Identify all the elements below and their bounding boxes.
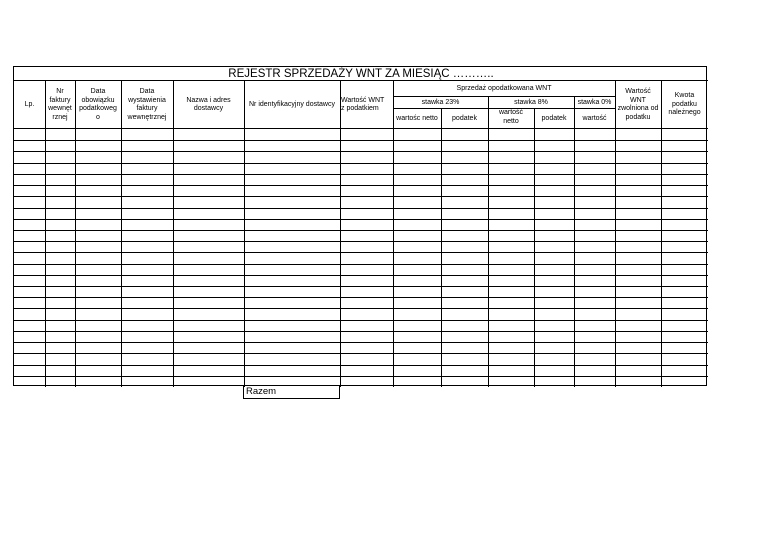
header-stawka-0: stawka 0% bbox=[577, 98, 612, 106]
table-row bbox=[14, 163, 708, 164]
header-kwota-podatku: Kwota podatku należnego bbox=[668, 92, 701, 117]
table-row bbox=[14, 196, 708, 197]
header-wartosc-netto-23: wartośc netto bbox=[396, 114, 438, 122]
header-stawka-8: stawka 8% bbox=[514, 98, 548, 106]
table-row bbox=[14, 365, 708, 366]
header-wartosc-0: wartość bbox=[582, 114, 607, 122]
header-data-obowiazku: Data obowiązku podatkoweg o bbox=[79, 88, 117, 121]
column-divider bbox=[244, 81, 245, 387]
header-podatek-23: podatek bbox=[452, 114, 477, 122]
total-label: Razem bbox=[243, 386, 340, 399]
column-divider bbox=[441, 129, 442, 387]
table-row bbox=[14, 286, 708, 287]
column-divider bbox=[45, 81, 46, 387]
table-row bbox=[14, 353, 708, 354]
table-row bbox=[14, 208, 708, 209]
header-wartosc-zwolniona: Wartość WNT zwolniona od podatku bbox=[617, 88, 659, 121]
column-divider bbox=[393, 81, 394, 387]
table-row bbox=[14, 174, 708, 175]
header-nazwa-adres: Nazwa i adres dostawcy bbox=[186, 96, 231, 112]
table-row bbox=[14, 264, 708, 265]
table-row bbox=[14, 151, 708, 152]
table-row bbox=[14, 275, 708, 276]
header-divider bbox=[393, 96, 615, 97]
table-row bbox=[14, 140, 708, 141]
header-stawka-23: stawka 23% bbox=[421, 98, 460, 106]
column-divider bbox=[574, 97, 575, 129]
header-lp: Lp. bbox=[24, 100, 35, 108]
header-podatek-8: podatek bbox=[541, 114, 567, 122]
register-sheet bbox=[13, 66, 707, 399]
column-divider bbox=[534, 109, 535, 129]
header-sprzedaz-group: Sprzedaż opodatkowana WNT bbox=[456, 84, 552, 92]
header-divider bbox=[393, 108, 615, 109]
column-divider bbox=[173, 81, 174, 387]
page-title: REJESTR SPRZEDAŻY WNT ZA MIESIĄC ……….. bbox=[14, 67, 708, 81]
column-divider bbox=[441, 109, 442, 129]
table-row bbox=[14, 342, 708, 343]
table-row bbox=[14, 219, 708, 220]
table-row bbox=[14, 185, 708, 186]
column-divider bbox=[340, 81, 341, 387]
column-divider bbox=[574, 129, 575, 387]
table-row bbox=[14, 376, 708, 377]
header-nr-faktury: Nr faktury wewnęt rznej bbox=[48, 88, 72, 121]
register-table bbox=[13, 66, 707, 386]
table-row bbox=[14, 320, 708, 321]
table-row bbox=[14, 230, 708, 231]
column-divider bbox=[488, 129, 489, 387]
header-nr-identyfikacyjny: Nr identyfikacyjny dostawcy bbox=[249, 100, 335, 108]
column-divider bbox=[534, 129, 535, 387]
column-divider bbox=[75, 81, 76, 387]
table-row bbox=[14, 241, 708, 242]
column-divider bbox=[615, 81, 616, 387]
table-row bbox=[14, 331, 708, 332]
header-wartosc-netto-8: wartość netto bbox=[498, 109, 524, 125]
column-divider bbox=[661, 81, 662, 387]
table-row bbox=[14, 297, 708, 298]
header-wartosc-wnt: Wartość WNT z podatkiem bbox=[341, 96, 385, 112]
table-row bbox=[14, 308, 708, 309]
column-divider bbox=[121, 81, 122, 387]
column-divider bbox=[488, 97, 489, 129]
header-data-wystawienia: Data wystawienia faktury wewnętrznej bbox=[127, 88, 167, 121]
table-row bbox=[14, 252, 708, 253]
table-row bbox=[14, 128, 708, 129]
